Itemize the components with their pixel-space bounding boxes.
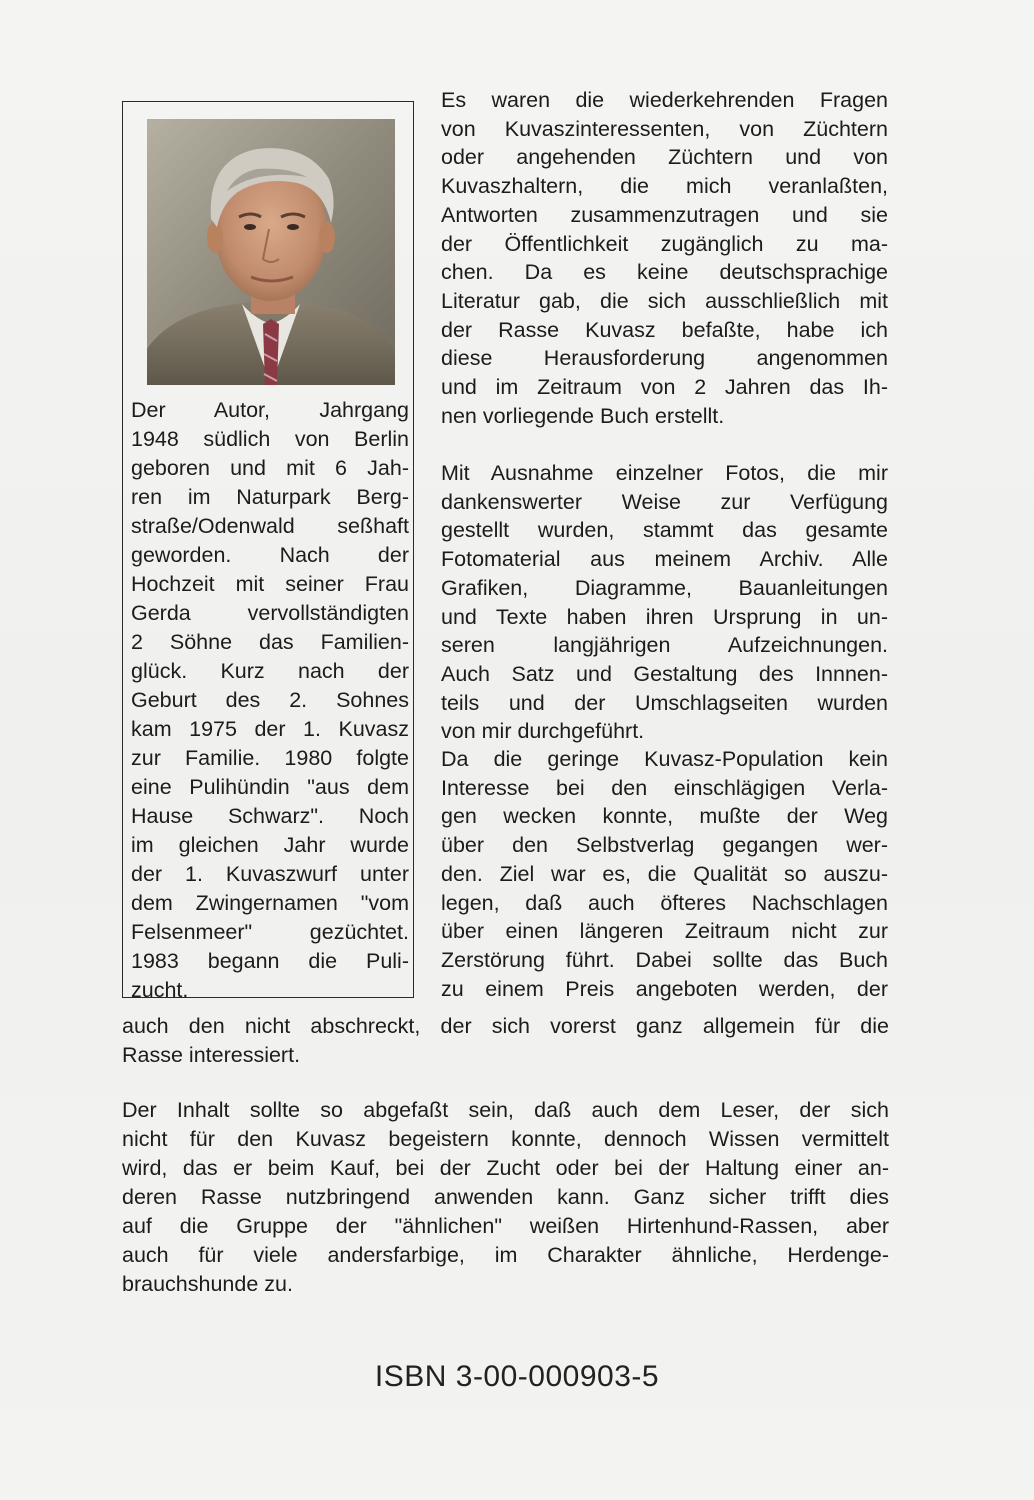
author-bio-line: geworden. Nach der xyxy=(131,543,409,567)
author-bio-line: glück. Kurz nach der xyxy=(131,659,409,683)
author-bio-box xyxy=(122,101,414,1002)
author-bio-line: ren im Naturpark Berg- xyxy=(131,485,409,509)
text-line: brauchshunde zu. xyxy=(122,1272,293,1296)
author-bio-line: der 1. Kuvaszwurf unter xyxy=(131,862,409,886)
text-line: auch für viele andersfarbige, im Charakter ähnliche, Herdenge- xyxy=(122,1243,889,1267)
author-bio-line: Der Autor, Jahrgang xyxy=(131,398,409,422)
content-paragraph xyxy=(122,1096,889,1299)
text-line: nicht für den Kuvasz begeistern konnte, dennoch Wissen vermittelt xyxy=(122,1127,889,1151)
text-line: der Rasse Kuvasz befaßte, habe ich xyxy=(441,317,888,342)
text-line: und im Zeitraum von 2 Jahren das Ih- xyxy=(441,375,888,400)
text-line: Da die geringe Kuvasz-Population kein xyxy=(441,747,888,771)
author-bio-line: 1983 begann die Puli- xyxy=(131,949,409,973)
text-line: Der Inhalt sollte so abgefaßt sein, daß auch dem Leser, der sich xyxy=(122,1098,889,1122)
text-line: Literatur gab, die sich ausschließlich mit xyxy=(441,288,888,313)
text-line: chen. Da es keine deutschsprachige xyxy=(441,260,888,285)
text-line: auf die Gruppe der "ähnlichen" weißen Hirtenhund-Rassen, aber xyxy=(122,1214,889,1238)
photo-credits-paragraph xyxy=(441,459,888,746)
author-bio-line: Hochzeit mit seiner Frau xyxy=(131,572,409,596)
text-line: gestellt wurden, stammt das gesamte xyxy=(441,518,888,543)
text-line: Antworten zusammenzutragen und sie xyxy=(441,202,888,227)
text-line: Rasse interessiert. xyxy=(122,1043,301,1067)
author-bio-line: kam 1975 der 1. Kuvasz xyxy=(131,717,409,741)
intro-paragraph xyxy=(441,86,888,430)
author-bio-line: straße/Odenwald seßhaft xyxy=(131,514,409,538)
text-line: der Öffentlichkeit zugänglich zu ma- xyxy=(441,231,888,256)
author-bio-line: Felsenmeer" gezüchtet. xyxy=(131,920,409,944)
author-bio-line: zucht. xyxy=(131,978,189,1002)
author-bio-line: Hause Schwarz". Noch xyxy=(131,804,409,828)
isbn-number: ISBN 3-00-000903-5 xyxy=(374,1360,660,1393)
text-line: Es waren die wiederkehrenden Fragen xyxy=(441,88,888,112)
author-bio-line: geboren und mit 6 Jah- xyxy=(131,456,409,480)
text-line: seren langjährigen Aufzeichnungen. xyxy=(441,633,888,658)
text-line: oder angehenden Züchtern und von xyxy=(441,145,888,170)
text-line: von mir durchgeführt. xyxy=(441,719,645,744)
text-line: Kuvaszhaltern, die mich veranlaßten, xyxy=(441,174,888,199)
author-bio-text xyxy=(131,396,409,1005)
text-line: legen, daß auch öfteres Nachschlagen xyxy=(441,890,888,915)
text-line: Interesse bei den einschlägigen Verla- xyxy=(441,775,888,800)
author-photo xyxy=(147,119,395,385)
author-bio-line: eine Pulihündin "aus dem xyxy=(131,775,409,799)
text-line: diese Herausforderung angenommen xyxy=(441,346,888,371)
text-line: Zerstörung führt. Dabei sollte das Buch xyxy=(441,947,888,972)
text-line: Mit Ausnahme einzelner Fotos, die mir xyxy=(441,461,888,485)
publishing-paragraph xyxy=(441,745,888,1003)
text-line: den. Ziel war es, die Qualität so auszu- xyxy=(441,861,888,886)
publishing-paragraph-continuation xyxy=(122,1012,889,1070)
author-bio-line: Geburt des 2. Sohnes xyxy=(131,688,409,712)
text-line: Grafiken, Diagramme, Bauanleitungen xyxy=(441,575,888,600)
author-bio-line: 1948 südlich von Berlin xyxy=(131,427,409,451)
text-line: über einen längeren Zeitraum nicht zur xyxy=(441,919,888,944)
text-line: auch den nicht abschreckt, der sich vorerst ganz allgemein für die xyxy=(122,1014,889,1038)
text-line: zu einem Preis angeboten werden, der xyxy=(441,976,888,1001)
text-line: von Kuvaszinteressenten, von Züchtern xyxy=(441,116,888,141)
author-bio-line: dem Zwingernamen "vom xyxy=(131,891,409,915)
text-line: und Texte haben ihren Ursprung in un- xyxy=(441,604,888,629)
text-line: über den Selbstverlag gegangen wer- xyxy=(441,833,888,858)
text-line: gen wecken konnte, mußte der Weg xyxy=(441,804,888,829)
text-line: nen vorliegende Buch erstellt. xyxy=(441,403,725,428)
text-line: wird, das er beim Kauf, bei der Zucht oder bei der Haltung einer an- xyxy=(122,1156,889,1180)
text-line: dankenswerter Weise zur Verfügung xyxy=(441,489,888,514)
author-bio-line: 2 Söhne das Familien- xyxy=(131,630,409,654)
text-line: teils und der Umschlagseiten wurden xyxy=(441,690,888,715)
author-bio-line: Gerda vervollständigten xyxy=(131,601,409,625)
author-bio-line: zur Familie. 1980 folgte xyxy=(131,746,409,770)
author-bio-line: im gleichen Jahr wurde xyxy=(131,833,409,857)
text-line: Auch Satz und Gestaltung des Innnen- xyxy=(441,661,888,686)
text-line: deren Rasse nutzbringend anwenden kann. Ganz sicher trifft dies xyxy=(122,1185,889,1209)
text-line: Fotomaterial aus meinem Archiv. Alle xyxy=(441,547,888,572)
